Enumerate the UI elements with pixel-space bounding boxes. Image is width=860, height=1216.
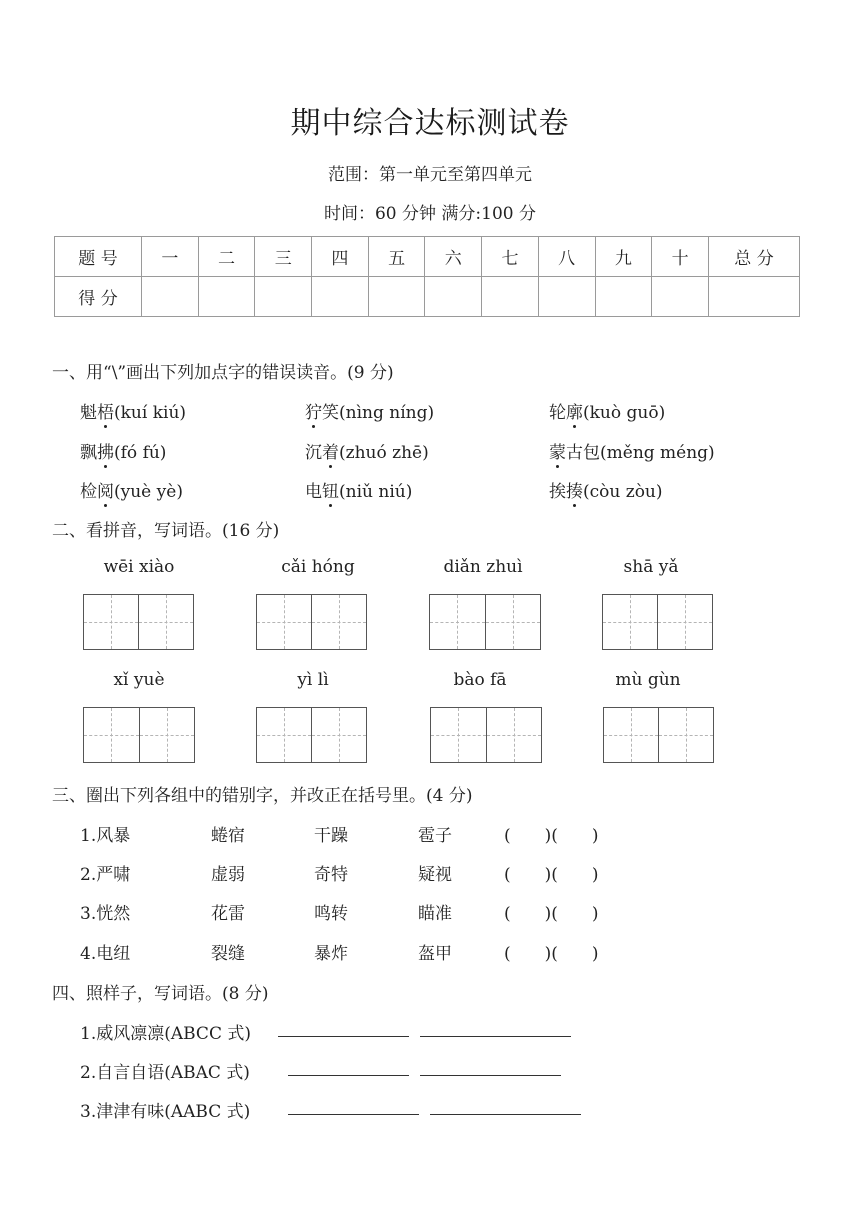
answer-blank[interactable] bbox=[278, 1036, 409, 1037]
score-table-score-row bbox=[55, 277, 800, 317]
grid-cell bbox=[431, 708, 486, 762]
score-cell[interactable] bbox=[368, 277, 425, 317]
score-col-1: 一 bbox=[142, 237, 199, 277]
grid-cell bbox=[311, 708, 366, 762]
item-text: 检 bbox=[80, 482, 97, 502]
pinyin-options: (kuí kiú) bbox=[114, 403, 187, 423]
word-option[interactable]: 瞄准 bbox=[418, 904, 452, 924]
grid-cell bbox=[257, 595, 311, 649]
writing-grid[interactable] bbox=[429, 594, 541, 650]
item-text: 飘 bbox=[80, 443, 97, 463]
word-option[interactable]: 奇特 bbox=[314, 865, 348, 885]
score-col-4: 四 bbox=[312, 237, 369, 277]
score-col-2: 二 bbox=[198, 237, 255, 277]
writing-grid[interactable] bbox=[256, 594, 367, 650]
dotted-char: 狞 bbox=[305, 403, 322, 423]
dotted-char: 廓 bbox=[566, 403, 583, 423]
dotted-char: 蒙 bbox=[549, 443, 566, 463]
item-text: 笑 bbox=[322, 403, 339, 423]
answer-blank[interactable] bbox=[420, 1036, 571, 1037]
writing-grid[interactable] bbox=[430, 707, 542, 763]
pinyin-prompt: shā yǎ bbox=[623, 557, 679, 577]
score-cell[interactable] bbox=[425, 277, 482, 317]
pinyin-options: (zhuó zhē) bbox=[339, 443, 429, 463]
score-cell[interactable] bbox=[198, 277, 255, 317]
item-text: 魁 bbox=[80, 403, 97, 423]
answer-blank[interactable] bbox=[288, 1114, 419, 1115]
dotted-char: 拂 bbox=[97, 443, 114, 463]
grid-cell bbox=[430, 595, 485, 649]
writing-grid[interactable] bbox=[602, 594, 713, 650]
writing-grid[interactable] bbox=[603, 707, 714, 763]
score-cell[interactable] bbox=[312, 277, 369, 317]
pattern-example: 2.自言自语(ABAC 式) bbox=[80, 1063, 250, 1083]
item-text: 挨 bbox=[549, 482, 566, 502]
pronunciation-item[interactable] bbox=[549, 477, 663, 502]
score-cell[interactable] bbox=[595, 277, 652, 317]
word-option[interactable]: 花雷 bbox=[211, 904, 245, 924]
pinyin-prompt: cǎi hóng bbox=[281, 557, 355, 577]
word-option[interactable]: 干躁 bbox=[314, 826, 348, 846]
word-group-number: 3.恍然 bbox=[80, 904, 131, 924]
grid-cell bbox=[658, 708, 713, 762]
answer-blank[interactable] bbox=[420, 1075, 561, 1076]
grid-cell bbox=[485, 595, 541, 649]
exam-scope: 范围：第一单元至第四单元 bbox=[328, 165, 532, 185]
pronunciation-item[interactable] bbox=[549, 398, 665, 423]
pronunciation-item[interactable] bbox=[305, 438, 429, 463]
item-text: 古包 bbox=[566, 443, 600, 463]
pronunciation-item[interactable] bbox=[305, 477, 412, 502]
score-col-10: 十 bbox=[652, 237, 709, 277]
grid-cell bbox=[84, 708, 139, 762]
score-cell[interactable] bbox=[142, 277, 199, 317]
pinyin-prompt: diǎn zhuì bbox=[443, 557, 523, 577]
dotted-char: 阅 bbox=[97, 482, 114, 502]
section3-heading: 三、圈出下列各组中的错别字，并改正在括号里。(4 分) bbox=[52, 786, 473, 806]
pronunciation-item[interactable] bbox=[80, 438, 166, 463]
section4-heading: 四、照样子，写词语。(8 分) bbox=[52, 984, 269, 1004]
pronunciation-item[interactable] bbox=[305, 398, 434, 423]
dotted-char: 揍 bbox=[566, 482, 583, 502]
dotted-char: 梧 bbox=[97, 403, 114, 423]
score-col-8: 八 bbox=[538, 237, 595, 277]
grid-cell bbox=[486, 708, 542, 762]
word-option[interactable]: 虚弱 bbox=[211, 865, 245, 885]
total-score-label: 总 分 bbox=[709, 237, 800, 277]
exam-time-score: 时间：60 分钟 满分:100 分 bbox=[323, 204, 537, 224]
score-col-3: 三 bbox=[255, 237, 312, 277]
grid-cell bbox=[604, 708, 658, 762]
grid-cell bbox=[311, 595, 366, 649]
pinyin-prompt: xǐ yuè bbox=[113, 670, 165, 690]
dotted-char: 着 bbox=[322, 443, 339, 463]
pronunciation-item[interactable] bbox=[80, 477, 183, 502]
score-cell[interactable] bbox=[652, 277, 709, 317]
answer-brackets[interactable]: ( )( ) bbox=[504, 826, 599, 846]
pinyin-options: (niǔ niú) bbox=[339, 482, 413, 502]
score-table-header-row bbox=[55, 237, 800, 277]
question-number-label: 题 号 bbox=[55, 237, 142, 277]
score-col-7: 七 bbox=[482, 237, 539, 277]
pinyin-options: (nìng níng) bbox=[339, 403, 435, 423]
score-table bbox=[54, 236, 800, 317]
section2-heading: 二、看拼音，写词语。(16 分) bbox=[52, 521, 280, 541]
word-option[interactable]: 蜷宿 bbox=[211, 826, 245, 846]
answer-brackets[interactable]: ( )( ) bbox=[504, 865, 599, 885]
pinyin-prompt: yì lì bbox=[297, 670, 329, 690]
section1-heading: 一、用“\”画出下列加点字的错误读音。(9 分) bbox=[52, 363, 394, 383]
word-group-number: 2.严啸 bbox=[80, 865, 131, 885]
score-col-5: 五 bbox=[368, 237, 425, 277]
answer-brackets[interactable]: ( )( ) bbox=[504, 944, 599, 964]
writing-grid[interactable] bbox=[83, 594, 194, 650]
pinyin-options: (měng méng) bbox=[600, 443, 715, 463]
grid-cell bbox=[257, 708, 311, 762]
word-option[interactable]: 雹子 bbox=[418, 826, 452, 846]
answer-blank[interactable] bbox=[288, 1075, 409, 1076]
score-cell[interactable] bbox=[538, 277, 595, 317]
pinyin-options: (fó fú) bbox=[114, 443, 167, 463]
page-title: 期中综合达标测试卷 bbox=[290, 106, 570, 141]
word-option[interactable]: 疑视 bbox=[418, 865, 452, 885]
writing-grid[interactable] bbox=[83, 707, 195, 763]
item-text: 轮 bbox=[549, 403, 566, 423]
grid-cell bbox=[138, 595, 193, 649]
score-row-label: 得 分 bbox=[55, 277, 142, 317]
pronunciation-item[interactable] bbox=[549, 438, 715, 463]
pinyin-prompt: wēi xiào bbox=[103, 557, 175, 577]
word-group-number: 4.电纽 bbox=[80, 944, 131, 964]
pinyin-prompt: mù gùn bbox=[615, 670, 681, 690]
grid-cell bbox=[139, 708, 195, 762]
answer-brackets[interactable]: ( )( ) bbox=[504, 904, 599, 924]
dotted-char: 钮 bbox=[322, 482, 339, 502]
grid-cell bbox=[84, 595, 138, 649]
item-text: 电 bbox=[305, 482, 322, 502]
writing-grid[interactable] bbox=[256, 707, 367, 763]
pinyin-options: (còu zòu) bbox=[583, 482, 663, 502]
pronunciation-item[interactable] bbox=[80, 398, 186, 423]
word-option[interactable]: 裂缝 bbox=[211, 944, 245, 964]
word-option[interactable]: 鸣转 bbox=[314, 904, 348, 924]
pinyin-prompt: bào fā bbox=[453, 670, 507, 690]
pattern-example: 3.津津有味(AABC 式) bbox=[80, 1102, 251, 1122]
answer-blank[interactable] bbox=[430, 1114, 581, 1115]
item-text: 沉 bbox=[305, 443, 322, 463]
score-cell[interactable] bbox=[709, 277, 800, 317]
word-option[interactable]: 暴炸 bbox=[314, 944, 348, 964]
word-group-number: 1.风暴 bbox=[80, 826, 131, 846]
grid-cell bbox=[657, 595, 712, 649]
score-cell[interactable] bbox=[482, 277, 539, 317]
score-col-6: 六 bbox=[425, 237, 482, 277]
score-cell[interactable] bbox=[255, 277, 312, 317]
pattern-example: 1.威风凛凛(ABCC 式) bbox=[80, 1024, 251, 1044]
grid-cell bbox=[603, 595, 657, 649]
pinyin-options: (yuè yè) bbox=[114, 482, 183, 502]
score-col-9: 九 bbox=[595, 237, 652, 277]
pinyin-options: (kuò guō) bbox=[583, 403, 666, 423]
word-option[interactable]: 盔甲 bbox=[418, 944, 452, 964]
